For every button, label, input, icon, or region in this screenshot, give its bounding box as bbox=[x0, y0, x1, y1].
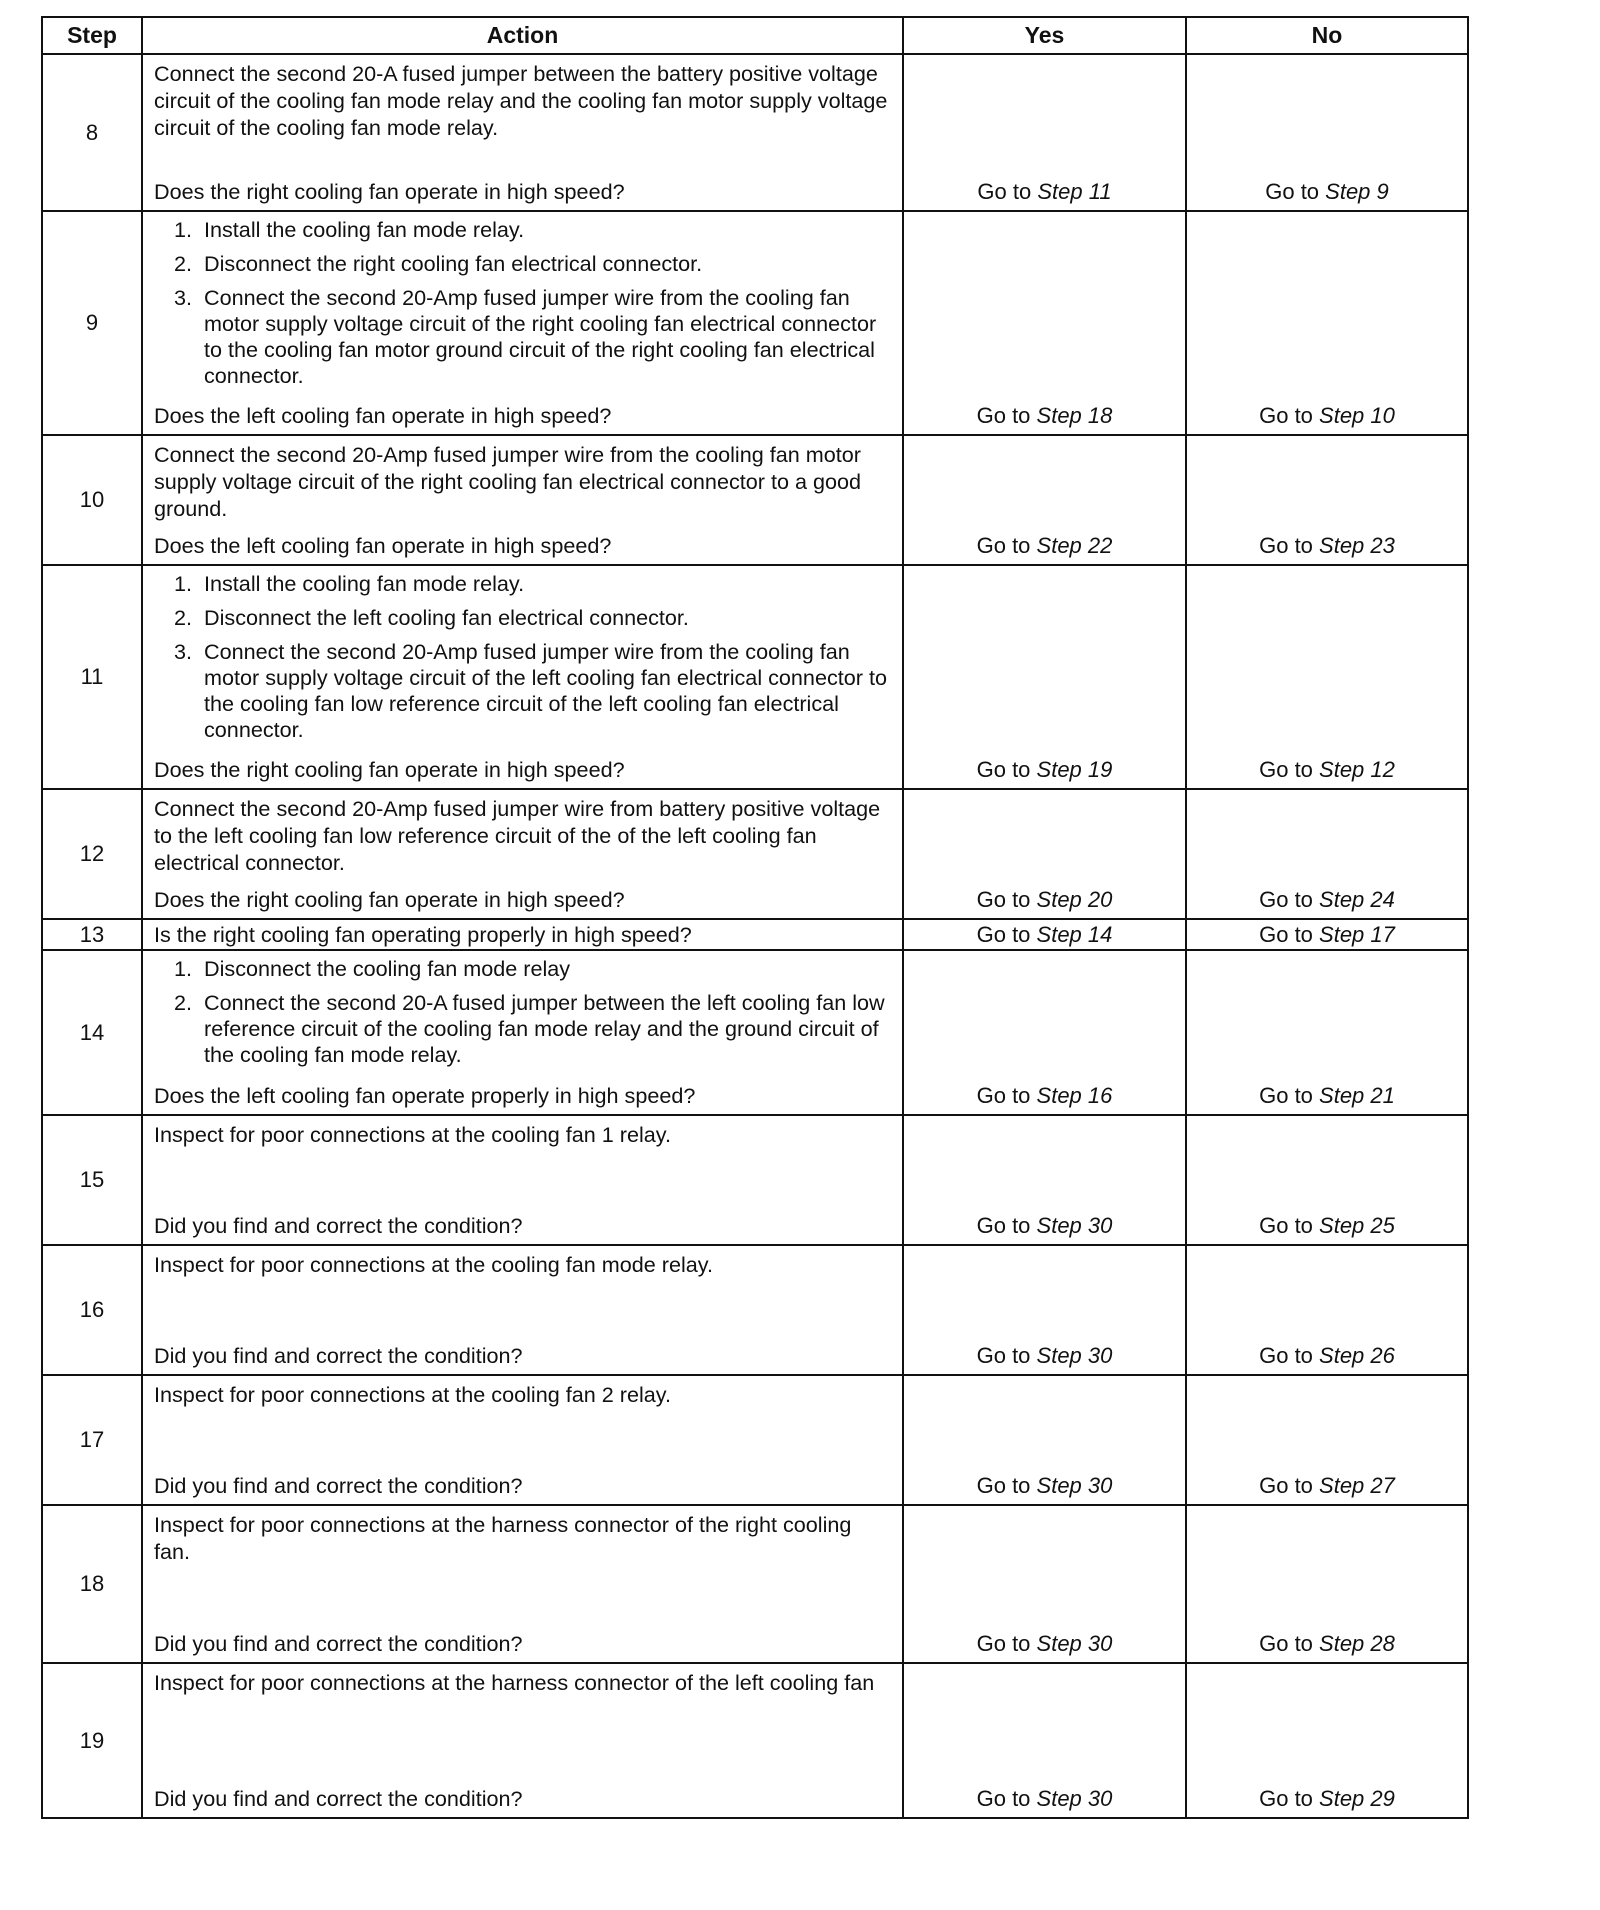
action-text: Inspect for poor connections at the cooling fan 1 relay. bbox=[154, 1122, 671, 1147]
step-number: 19 bbox=[42, 1663, 142, 1818]
no-step-link: Step 10 bbox=[1319, 403, 1395, 428]
no-cell bbox=[1186, 1505, 1468, 1663]
no-cell bbox=[1186, 919, 1468, 950]
yes-step-link: Step 22 bbox=[1036, 533, 1113, 558]
table-row-step-17 bbox=[42, 1375, 1468, 1505]
no-step-link: Step 26 bbox=[1319, 1343, 1395, 1368]
no-step-link: Step 23 bbox=[1319, 533, 1395, 558]
no-step-link: Step 28 bbox=[1319, 1631, 1395, 1656]
action-cell bbox=[142, 1115, 903, 1245]
list-item bbox=[154, 605, 892, 631]
list-item-text: Install the cooling fan mode relay. bbox=[204, 571, 525, 596]
no-prefix: Go to bbox=[1259, 887, 1320, 912]
no-step-link: Step 25 bbox=[1319, 1213, 1395, 1238]
step-number: 18 bbox=[42, 1505, 142, 1663]
list-item bbox=[154, 251, 892, 277]
yes-prefix: Go to bbox=[976, 1083, 1037, 1108]
step-number: 12 bbox=[42, 789, 142, 919]
action-question: Does the left cooling fan operate properly in high speed? bbox=[154, 1083, 696, 1108]
no-prefix: Go to bbox=[1259, 757, 1320, 782]
action-cell bbox=[142, 1663, 903, 1818]
list-item-number: 2. bbox=[174, 990, 193, 1015]
list-item bbox=[154, 639, 892, 743]
action-question: Did you find and correct the condition? bbox=[154, 1343, 523, 1368]
action-cell bbox=[142, 54, 903, 211]
no-prefix: Go to bbox=[1259, 922, 1320, 947]
yes-cell bbox=[903, 435, 1186, 565]
no-prefix: Go to bbox=[1259, 403, 1320, 428]
action-text: Inspect for poor connections at the cooling fan mode relay. bbox=[154, 1252, 713, 1277]
table-row-step-8 bbox=[42, 54, 1468, 211]
action-cell bbox=[142, 1505, 903, 1663]
action-cell bbox=[142, 1375, 903, 1505]
action-text: Connect the second 20-Amp fused jumper wire from the cooling fan motor supply voltage circuit of the right cooling fan electrical connector to a good ground. bbox=[154, 442, 862, 521]
action-text: Inspect for poor connections at the harness connector of the right cooling fan. bbox=[154, 1512, 852, 1564]
yes-prefix: Go to bbox=[976, 1213, 1037, 1238]
no-step-link: Step 21 bbox=[1319, 1083, 1395, 1108]
action-question: Does the right cooling fan operate in high speed? bbox=[154, 179, 625, 204]
yes-prefix: Go to bbox=[976, 1473, 1037, 1498]
yes-prefix: Go to bbox=[976, 1631, 1037, 1656]
list-item-number: 2. bbox=[174, 251, 193, 276]
step-number: 14 bbox=[42, 950, 142, 1115]
yes-prefix: Go to bbox=[976, 757, 1037, 782]
list-item-number: 3. bbox=[174, 639, 193, 664]
yes-step-link: Step 20 bbox=[1036, 887, 1113, 912]
yes-cell bbox=[903, 1375, 1186, 1505]
table-row-step-12 bbox=[42, 789, 1468, 919]
table-row-step-15 bbox=[42, 1115, 1468, 1245]
yes-cell bbox=[903, 565, 1186, 789]
yes-prefix: Go to bbox=[976, 1343, 1037, 1368]
no-cell bbox=[1186, 950, 1468, 1115]
table-row-step-11 bbox=[42, 565, 1468, 789]
action-text: Inspect for poor connections at the harness connector of the left cooling fan bbox=[154, 1670, 875, 1695]
no-prefix: Go to bbox=[1259, 533, 1320, 558]
no-step-link: Step 27 bbox=[1319, 1473, 1395, 1498]
action-question: Did you find and correct the condition? bbox=[154, 1473, 523, 1498]
list-item-number: 1. bbox=[174, 571, 193, 596]
no-cell bbox=[1186, 1663, 1468, 1818]
no-cell bbox=[1186, 54, 1468, 211]
yes-step-link: Step 30 bbox=[1036, 1473, 1113, 1498]
list-item bbox=[154, 571, 892, 597]
list-item-text: Disconnect the right cooling fan electrical connector. bbox=[204, 251, 703, 276]
no-step-link: Step 17 bbox=[1319, 922, 1395, 947]
step-number: 16 bbox=[42, 1245, 142, 1375]
action-cell bbox=[142, 565, 903, 789]
yes-cell bbox=[903, 789, 1186, 919]
yes-cell bbox=[903, 54, 1186, 211]
step-number: 13 bbox=[42, 919, 142, 950]
yes-cell bbox=[903, 1663, 1186, 1818]
no-prefix: Go to bbox=[1259, 1473, 1320, 1498]
list-item-text: Connect the second 20-Amp fused jumper wire from the cooling fan motor supply voltage circuit of the right cooling fan electrical connector to the cooling fan motor ground circuit of the right cooling fan electrical connector. bbox=[204, 285, 877, 388]
step-number: 10 bbox=[42, 435, 142, 565]
no-prefix: Go to bbox=[1259, 1631, 1320, 1656]
action-cell bbox=[142, 919, 903, 950]
yes-step-link: Step 30 bbox=[1036, 1343, 1113, 1368]
action-question: Did you find and correct the condition? bbox=[154, 1631, 523, 1656]
action-cell bbox=[142, 789, 903, 919]
yes-prefix: Go to bbox=[976, 403, 1037, 428]
action-question: Does the right cooling fan operate in high speed? bbox=[154, 757, 625, 782]
list-item bbox=[154, 990, 892, 1068]
table-header-row bbox=[42, 17, 1468, 54]
action-cell bbox=[142, 435, 903, 565]
action-question: Does the right cooling fan operate in high speed? bbox=[154, 887, 625, 912]
list-item-text: Connect the second 20-A fused jumper between the left cooling fan low reference circuit of the cooling fan mode relay and the ground circuit of the cooling fan mode relay. bbox=[204, 990, 885, 1067]
yes-prefix: Go to bbox=[976, 1786, 1037, 1811]
action-question: Does the left cooling fan operate in high speed? bbox=[154, 533, 612, 558]
action-question: Does the left cooling fan operate in high speed? bbox=[154, 403, 612, 428]
yes-prefix: Go to bbox=[977, 179, 1038, 204]
no-cell bbox=[1186, 1115, 1468, 1245]
no-prefix: Go to bbox=[1265, 179, 1326, 204]
step-number: 8 bbox=[42, 54, 142, 211]
list-item bbox=[154, 217, 892, 243]
list-item bbox=[154, 285, 892, 389]
no-step-link: Step 12 bbox=[1319, 757, 1395, 782]
no-cell bbox=[1186, 211, 1468, 435]
no-cell bbox=[1186, 435, 1468, 565]
step-number: 17 bbox=[42, 1375, 142, 1505]
step-number: 15 bbox=[42, 1115, 142, 1245]
step-number: 11 bbox=[42, 565, 142, 789]
no-prefix: Go to bbox=[1259, 1786, 1320, 1811]
no-step-link: Step 29 bbox=[1319, 1786, 1395, 1811]
yes-step-link: Step 16 bbox=[1036, 1083, 1113, 1108]
action-steps-list bbox=[154, 571, 892, 743]
action-cell bbox=[142, 211, 903, 435]
yes-prefix: Go to bbox=[976, 533, 1037, 558]
table-row-step-9 bbox=[42, 211, 1468, 435]
action-cell bbox=[142, 1245, 903, 1375]
table-row-step-19 bbox=[42, 1663, 1468, 1818]
yes-cell bbox=[903, 919, 1186, 950]
no-prefix: Go to bbox=[1259, 1343, 1320, 1368]
yes-prefix: Go to bbox=[976, 887, 1037, 912]
yes-prefix: Go to bbox=[976, 922, 1037, 947]
header-yes: Yes bbox=[903, 17, 1186, 54]
yes-step-link: Step 18 bbox=[1036, 403, 1113, 428]
yes-step-link: Step 30 bbox=[1036, 1213, 1113, 1238]
action-text: Connect the second 20-A fused jumper between the battery positive voltage circuit of the cooling fan mode relay and the cooling fan motor supply voltage circuit of the cooling fan mode relay. bbox=[154, 61, 888, 140]
list-item bbox=[154, 956, 892, 982]
yes-step-link: Step 19 bbox=[1036, 757, 1113, 782]
table-row-step-16 bbox=[42, 1245, 1468, 1375]
table-row-step-14 bbox=[42, 950, 1468, 1115]
yes-cell bbox=[903, 1115, 1186, 1245]
list-item-number: 1. bbox=[174, 217, 193, 242]
action-question: Did you find and correct the condition? bbox=[154, 1213, 523, 1238]
yes-cell bbox=[903, 1245, 1186, 1375]
table-row-step-18 bbox=[42, 1505, 1468, 1663]
no-prefix: Go to bbox=[1259, 1083, 1320, 1108]
table-row-step-10 bbox=[42, 435, 1468, 565]
list-item-number: 3. bbox=[174, 285, 193, 310]
yes-cell bbox=[903, 211, 1186, 435]
action-text: Connect the second 20-Amp fused jumper wire from battery positive voltage to the left cooling fan low reference circuit of the of the left cooling fan electrical connector. bbox=[154, 796, 881, 875]
action-steps-list bbox=[154, 956, 892, 1068]
step-number: 9 bbox=[42, 211, 142, 435]
table-row-step-13 bbox=[42, 919, 1468, 950]
list-item-text: Install the cooling fan mode relay. bbox=[204, 217, 525, 242]
diagnostic-steps-table bbox=[41, 16, 1469, 1819]
header-step: Step bbox=[42, 17, 142, 54]
action-text: Inspect for poor connections at the cooling fan 2 relay. bbox=[154, 1382, 671, 1407]
no-cell bbox=[1186, 565, 1468, 789]
action-steps-list bbox=[154, 217, 892, 389]
list-item-number: 1. bbox=[174, 956, 193, 981]
no-prefix: Go to bbox=[1259, 1213, 1320, 1238]
list-item-text: Disconnect the left cooling fan electrical connector. bbox=[204, 605, 689, 630]
no-cell bbox=[1186, 1375, 1468, 1505]
list-item-text: Connect the second 20-Amp fused jumper wire from the cooling fan motor supply voltage circuit of the left cooling fan electrical connector to the cooling fan low reference circuit of the left cooling fan electrical connector. bbox=[204, 639, 887, 742]
yes-cell bbox=[903, 1505, 1186, 1663]
yes-step-link: Step 30 bbox=[1036, 1631, 1113, 1656]
no-cell bbox=[1186, 789, 1468, 919]
list-item-text: Disconnect the cooling fan mode relay bbox=[204, 956, 571, 981]
no-step-link: Step 9 bbox=[1325, 179, 1389, 204]
yes-cell bbox=[903, 950, 1186, 1115]
yes-step-link: Step 11 bbox=[1037, 179, 1112, 204]
yes-step-link: Step 14 bbox=[1036, 922, 1113, 947]
action-question: Did you find and correct the condition? bbox=[154, 1786, 523, 1811]
header-action: Action bbox=[142, 17, 903, 54]
header-no: No bbox=[1186, 17, 1468, 54]
yes-step-link: Step 30 bbox=[1036, 1786, 1113, 1811]
action-cell bbox=[142, 950, 903, 1115]
no-step-link: Step 24 bbox=[1319, 887, 1395, 912]
list-item-number: 2. bbox=[174, 605, 193, 630]
no-cell bbox=[1186, 1245, 1468, 1375]
action-question: Is the right cooling fan operating properly in high speed? bbox=[154, 922, 692, 947]
